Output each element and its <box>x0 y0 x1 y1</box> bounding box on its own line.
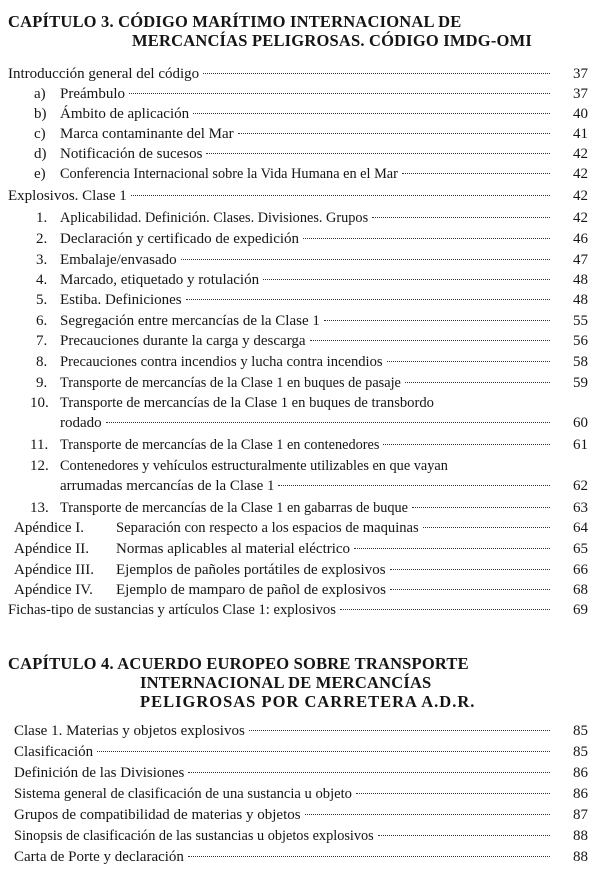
toc-leader <box>249 730 550 731</box>
toc-page-number: 42 <box>573 188 588 204</box>
toc-entry-number: Apéndice I. <box>14 520 84 536</box>
toc-entry-text: Transporte de mercancías de la Clase 1 en buques de pasaje <box>60 375 401 391</box>
toc-page-number: 68 <box>573 582 588 598</box>
toc-entry-number: Apéndice IV. <box>14 582 93 598</box>
toc-entry <box>14 560 588 580</box>
toc-entry <box>14 826 588 846</box>
toc-entry <box>34 124 588 144</box>
toc-entry <box>14 518 588 538</box>
toc-page-number: 48 <box>573 292 588 308</box>
toc-leader <box>378 835 550 836</box>
toc-entry-text: Marca contaminante del Mar <box>60 126 234 142</box>
toc-leader <box>310 340 550 341</box>
toc-entry-number: Apéndice II. <box>14 541 89 557</box>
toc-entry-text: Explosivos. Clase 1 <box>8 188 127 204</box>
toc-page-number: 46 <box>573 231 588 247</box>
toc-entry <box>36 290 588 310</box>
toc-entry <box>8 64 588 84</box>
toc-entry <box>14 580 588 600</box>
toc-entry-text: Introducción general del código <box>8 66 200 82</box>
toc-entry-text: Precauciones durante la carga y descarga <box>60 333 306 349</box>
toc-entry <box>36 208 588 228</box>
toc-entry-text: Fichas-tipo de sustancias y artículos Clase 1: explosivos <box>8 602 336 618</box>
toc-leader <box>354 548 550 549</box>
toc-leader <box>372 217 550 218</box>
toc-entry-text: Notificación de sucesos <box>60 146 203 162</box>
toc-entry-number: c) <box>34 126 46 142</box>
toc-leader <box>305 814 550 815</box>
toc-page-number: 37 <box>573 86 588 102</box>
toc-entry <box>34 164 588 184</box>
toc-leader <box>263 279 550 280</box>
toc-entry <box>14 721 588 741</box>
toc-page-number: 62 <box>573 478 588 494</box>
toc-page-number: 88 <box>573 849 588 865</box>
toc-leader <box>402 173 550 174</box>
toc-leader <box>423 527 550 528</box>
toc-entry <box>36 311 588 331</box>
toc-entry <box>34 84 588 104</box>
toc-page-number: 87 <box>573 807 588 823</box>
toc-leader <box>186 299 550 300</box>
toc-page-number: 41 <box>573 126 588 142</box>
toc-page-number: 69 <box>573 602 588 618</box>
toc-entry-text: Ámbito de aplicación <box>60 106 190 122</box>
toc-entry <box>14 784 588 804</box>
chapter-4-heading <box>8 654 596 711</box>
toc-entry-text: Precauciones contra incendios y lucha contra incendios <box>60 354 383 370</box>
toc-page-number: 58 <box>573 354 588 370</box>
chapter-3-heading <box>8 12 596 50</box>
toc-entry <box>36 331 588 351</box>
toc-entry-text: Carta de Porte y declaración <box>14 849 184 865</box>
toc-page-number: 42 <box>573 146 588 162</box>
toc-page-number: 42 <box>573 210 588 226</box>
toc-page-number: 64 <box>573 520 588 536</box>
toc-entry-text: Embalaje/envasado <box>60 252 177 268</box>
toc-page-number: 37 <box>573 66 588 82</box>
toc-leader <box>412 507 550 508</box>
toc-leader <box>238 133 550 134</box>
toc-page-number: 85 <box>573 723 588 739</box>
toc-entry-number: b) <box>34 106 47 122</box>
toc-entry-number: 11. <box>30 437 49 453</box>
toc-entry-text: Clasificación <box>14 744 94 760</box>
toc-page-number: 86 <box>573 786 588 802</box>
toc-entry-number: 6. <box>36 313 48 329</box>
toc-page-number: 55 <box>573 313 588 329</box>
chapter-4-title-line1: CAPÍTULO 4. ACUERDO EUROPEO SOBRE TRANSPORTE <box>8 654 469 673</box>
toc-entry-text: Separación con respecto a los espacios de maquinas <box>116 520 419 536</box>
toc-page-number: 56 <box>573 333 588 349</box>
toc-page-number: 47 <box>573 252 588 268</box>
toc-entry-number: 13. <box>30 500 49 516</box>
toc-leader <box>278 485 550 486</box>
toc-entry-number: 3. <box>36 252 48 268</box>
toc-page-number: 40 <box>573 106 588 122</box>
toc-leader <box>390 589 550 590</box>
toc-leader <box>188 856 550 857</box>
toc-entry-text: Normas aplicables al material eléctrico <box>116 541 351 557</box>
toc-entry <box>14 847 588 867</box>
toc-entry-text: Segregación entre mercancías de la Clase 1 <box>60 313 320 329</box>
toc-entry-number: 5. <box>36 292 48 308</box>
toc-entry-text: Transporte de mercancías de la Clase 1 en contenedores <box>60 437 380 453</box>
toc-page-number: 63 <box>573 500 588 516</box>
toc-entry-text: Clase 1. Materias y objetos explosivos <box>14 723 245 739</box>
toc-entry <box>14 805 588 825</box>
toc-entry <box>8 186 588 206</box>
toc-entry-number: 8. <box>36 354 48 370</box>
toc-entry-text-continued: arrumadas mercancías de la Clase 1 <box>60 478 275 494</box>
toc-entry-text: Transporte de mercancías de la Clase 1 en buques de transbordo <box>60 395 434 411</box>
toc-leader <box>97 751 550 752</box>
toc-entry-number: 4. <box>36 272 48 288</box>
toc-leader <box>390 569 550 570</box>
toc-entry-text: Contenedores y vehículos estructuralmente utilizables en que vayan <box>60 458 448 474</box>
toc-leader <box>340 609 550 610</box>
toc-page-number: 60 <box>573 415 588 431</box>
toc-entry-number: 10. <box>30 395 49 411</box>
toc-leader <box>193 113 550 114</box>
toc-entry-text: Aplicabilidad. Definición. Clases. Divisiones. Grupos <box>60 210 369 226</box>
toc-leader <box>383 444 550 445</box>
chapter-3-title-line2: MERCANCÍAS PELIGROSAS. CÓDIGO IMDG-OMI <box>132 31 532 50</box>
toc-entry-number: 9. <box>36 375 48 391</box>
toc-entry-number: Apéndice III. <box>14 562 94 578</box>
toc-entry-text: Sistema general de clasificación de una sustancia u objeto <box>14 786 352 802</box>
toc-entry <box>36 352 588 372</box>
toc-page-number: 42 <box>573 166 588 182</box>
toc-entry <box>36 373 588 393</box>
toc-entry-text: Ejemplos de pañoles portátiles de explosivos <box>116 562 386 578</box>
toc-leader <box>206 153 550 154</box>
toc-entry-number: a) <box>34 86 46 102</box>
toc-entry-text: Ejemplo de mamparo de pañol de explosivos <box>116 582 386 598</box>
toc-entry <box>8 600 588 620</box>
toc-entry <box>30 456 588 496</box>
toc-page-number: 65 <box>573 541 588 557</box>
toc-entry <box>34 144 588 164</box>
chapter-3-title-line1: CAPÍTULO 3. CÓDIGO MARÍTIMO INTERNACIONAL DE <box>8 12 462 31</box>
toc-entry <box>14 539 588 559</box>
toc-page-number: 48 <box>573 272 588 288</box>
toc-entry-text: Sinopsis de clasificación de las sustancias u objetos explosivos <box>14 828 374 844</box>
toc-leader <box>203 73 550 74</box>
toc-page-number: 61 <box>573 437 588 453</box>
toc-entry-number: 7. <box>36 333 48 349</box>
toc-entry-text: Declaración y certificado de expedición <box>60 231 300 247</box>
toc-entry <box>36 250 588 270</box>
toc-entry <box>36 270 588 290</box>
toc-entry <box>14 763 588 783</box>
toc-leader <box>181 259 550 260</box>
toc-leader <box>387 361 550 362</box>
toc-entry <box>14 742 588 762</box>
toc-entry-text: Conferencia Internacional sobre la Vida Humana en el Mar <box>60 166 398 182</box>
chapter-4-title-line3: PELIGROSAS POR CARRETERA A.D.R. <box>140 692 476 711</box>
toc-leader <box>324 320 550 321</box>
toc-leader <box>188 772 550 773</box>
toc-entry <box>34 104 588 124</box>
toc-leader <box>106 422 550 423</box>
toc-entry-text: Definición de las Divisiones <box>14 765 185 781</box>
toc-leader <box>356 793 550 794</box>
toc-entry-text-continued: rodado <box>60 415 102 431</box>
toc-page-number: 59 <box>573 375 588 391</box>
chapter-4-title-line2: INTERNACIONAL DE MERCANCÍAS <box>140 673 432 692</box>
toc-page-number: 66 <box>573 562 588 578</box>
toc-entry-number: 1. <box>36 210 48 226</box>
toc-entry <box>30 393 588 433</box>
toc-leader <box>405 382 550 383</box>
toc-page-number: 86 <box>573 765 588 781</box>
toc-leader <box>131 195 550 196</box>
toc-entry-text: Marcado, etiquetado y rotulación <box>60 272 260 288</box>
toc-leader <box>303 238 550 239</box>
toc-leader <box>129 93 550 94</box>
toc-entry-text: Transporte de mercancías de la Clase 1 en gabarras de buque <box>60 500 409 516</box>
toc-entry-number: 12. <box>30 458 49 474</box>
toc-entry-text: Estiba. Definiciones <box>60 292 182 308</box>
toc-entry <box>30 498 588 518</box>
toc-page-number: 88 <box>573 828 588 844</box>
toc-entry <box>30 435 588 455</box>
toc-entry-text: Grupos de compatibilidad de materias y objetos <box>14 807 301 823</box>
toc-entry-number: 2. <box>36 231 48 247</box>
toc-page-number: 85 <box>573 744 588 760</box>
toc-entry-number: d) <box>34 146 47 162</box>
toc-entry-number: e) <box>34 166 46 182</box>
toc-entry-text: Preámbulo <box>60 86 125 102</box>
toc-entry <box>36 229 588 249</box>
